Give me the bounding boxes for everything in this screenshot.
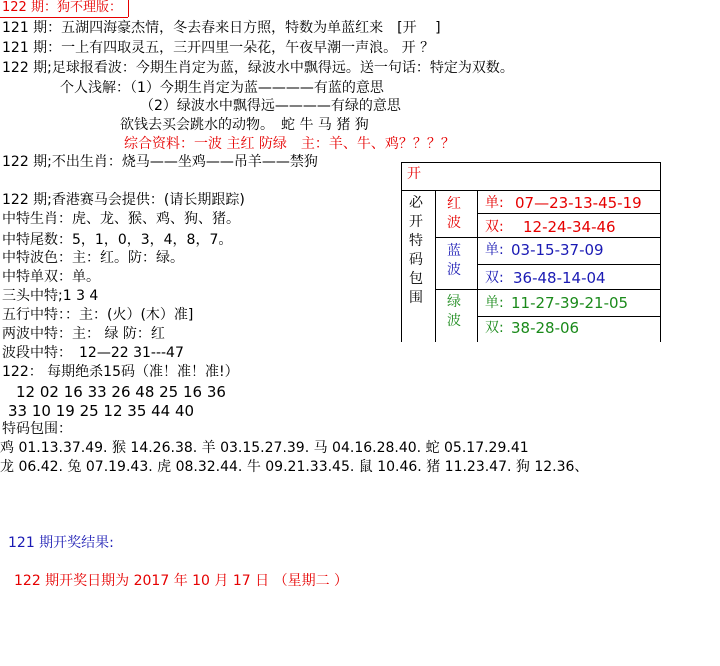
green-even-tag: 双: [485,320,504,336]
group-label-blue: 蓝波 [447,243,461,278]
draw-date: 122 期开奖日期为 2017 年 10 月 17 日 （星期二 ） [14,573,349,589]
table-header: 开 [407,166,421,182]
page-title: 122 期：狗不理版： [2,0,122,15]
green-odd-tag: 单: [485,295,504,311]
blue-odd-tag: 单: [485,242,504,258]
line-wave: 中特波色：主：红。防：绿。 [2,250,184,266]
line-five-elements: 五行中特：：主：(火）(木）准] [2,307,194,323]
line-band: 波段中特： 12—22 31---47 [2,345,184,361]
line-two-waves: 两波中特：主： 绿 防：红 [2,326,165,342]
green-even-numbers: 38-28-06 [511,319,580,337]
line-hk-header: 122 期;香港赛马会提供：(请长期跟踪) [2,192,245,208]
title-underline [0,17,128,18]
line-personal-1: 个人浅解：（1）今期生肖定为蓝————有蓝的意思 [60,80,384,96]
line-personal-2: （2）绿波水中飘得远————有绿的意思 [140,98,401,114]
line-three-heads: 三头中特;1 3 4 [2,288,99,304]
line-kill-2: 33 10 19 25 12 35 44 40 [8,402,195,420]
title-divider [128,0,129,17]
green-odd-numbers: 11-27-39-21-05 [511,294,629,312]
line-zodiac: 中特生肖：虎、龙、猴、鸡、狗、猪。 [2,211,240,227]
red-even-numbers: 12-24-34-46 [523,218,616,236]
red-odd-tag: 单: [485,195,504,211]
line-odd-even: 中特单双：单。 [2,269,100,285]
blue-odd-numbers: 03-15-37-09 [511,241,604,259]
results-title: 121 期开奖结果: [8,535,114,551]
group-label-green: 绿波 [447,294,461,329]
group-label-red: 红波 [447,196,461,231]
line-tail: 中特尾数：5，1，0，3，4，8，7。 [2,232,233,248]
line-bracket-2: 龙 06.42. 兔 07.19.43. 虎 08.32.44. 牛 09.21.33.45. 鼠 10.46. 猪 11.23.47. 狗 12.36、 [0,459,589,475]
line-121-a: 121 期：五湖四海豪杰情，冬去春来日方照，特数为单蓝红来 [开 ] [2,20,441,36]
line-summary: 综合资料：一波 主红 防绿 主：羊、牛、鸡？？？？ [124,136,455,152]
line-121-b: 121 期：一上有四取灵五，三开四里一朵花，午夜早潮一声浪。 开 ？ [2,40,435,56]
blue-even-numbers: 36-48-14-04 [513,269,606,287]
line-kill-header: 122： 每期绝杀15码（准！准！准!） [2,364,239,380]
side-label: 必开特码包围 [409,195,423,306]
line-bracket-header: 特码包围： [2,421,72,437]
line-football: 122 期;足球报看波：今期生肖定为蓝，绿波水中飘得远。送一句话：特定为双数。 [2,60,514,76]
red-even-tag: 双: [485,219,504,235]
bracket-table [401,162,661,342]
line-kill-1: 12 02 16 33 26 48 25 16 36 [16,383,226,401]
blue-even-tag: 双: [485,270,504,286]
red-odd-numbers: 07—23-13-45-19 [515,194,642,212]
line-animals: 欲钱去买会跳水的动物。 蛇 牛 马 猪 狗 [120,117,369,133]
line-bracket-1: 鸡 01.13.37.49. 猴 14.26.38. 羊 03.15.27.39. 马 04.16.28.40. 蛇 05.17.29.41 [0,440,529,456]
line-no-zodiac: 122 期;不出生肖：烧马——坐鸡——吊羊——禁狗 [2,154,318,170]
